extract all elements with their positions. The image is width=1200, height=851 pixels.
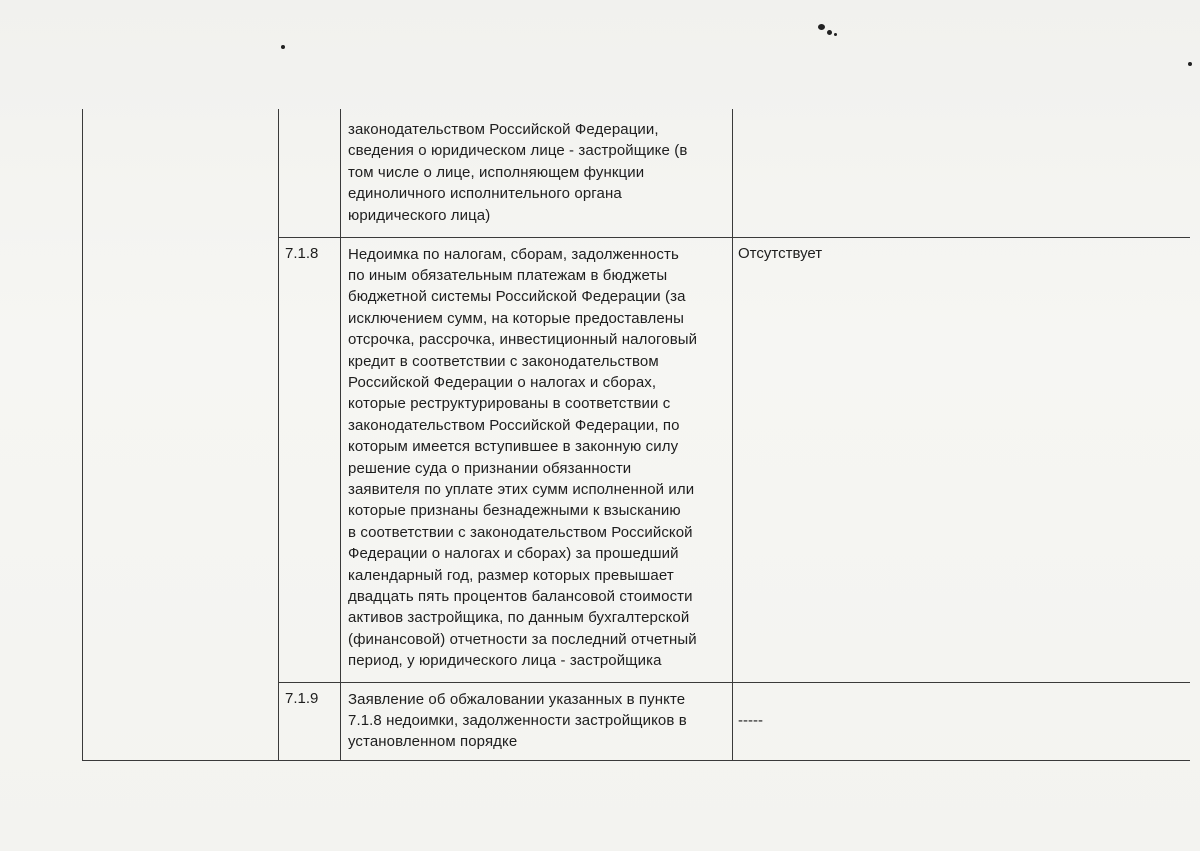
table-row bbox=[83, 109, 1191, 237]
row-value bbox=[733, 109, 1191, 237]
row-number: 7.1.9 bbox=[279, 682, 341, 760]
scan-speck bbox=[818, 24, 825, 30]
row-number bbox=[279, 109, 341, 237]
scan-speck bbox=[834, 33, 837, 36]
row-value: ----- bbox=[733, 682, 1191, 760]
document-table bbox=[82, 109, 1190, 761]
scan-speck bbox=[827, 30, 832, 35]
left-blank-column bbox=[83, 109, 279, 760]
row-description: Заявление об обжаловании указанных в пункте 7.1.8 недоимки, задолженности застройщиков в установленном порядке bbox=[341, 682, 733, 760]
row-number: 7.1.8 bbox=[279, 237, 341, 682]
scan-speck bbox=[1188, 62, 1192, 66]
row-description: законодательством Российской Федерации, сведения о юридическом лице - застройщике (в том числе о лице, исполняющем функции единоличного исполнительного органа юридического лица) bbox=[341, 109, 733, 237]
scan-speck bbox=[281, 45, 285, 49]
row-description: Недоимка по налогам, сборам, задолженность по иным обязательным платежам в бюджеты бюджетной системы Российской Федерации (за исключением сумм, на которые предоставлены отсрочка, рассрочка, инвестиционный налоговый кредит в соответствии с законодательством Российской Федерации о налогах и сборах, которые реструктурированы в соответствии с законодательством Российской Федерации, по которым имеется вступившее в законную силу решение суда о признании обязанности заявителя по уплате этих сумм исполненной или которые признаны безнадежными к взысканию в соответствии с законодательством Российской Федерации о налогах и сборах) за прошедший календарный год, размер которых превышает двадцать пять процентов балансовой стоимости активов застройщика, по данным бухгалтерской (финансовой) отчетности за последний отчетный период, у юридического лица - застройщика bbox=[341, 237, 733, 682]
row-value: Отсутствует bbox=[733, 237, 1191, 682]
